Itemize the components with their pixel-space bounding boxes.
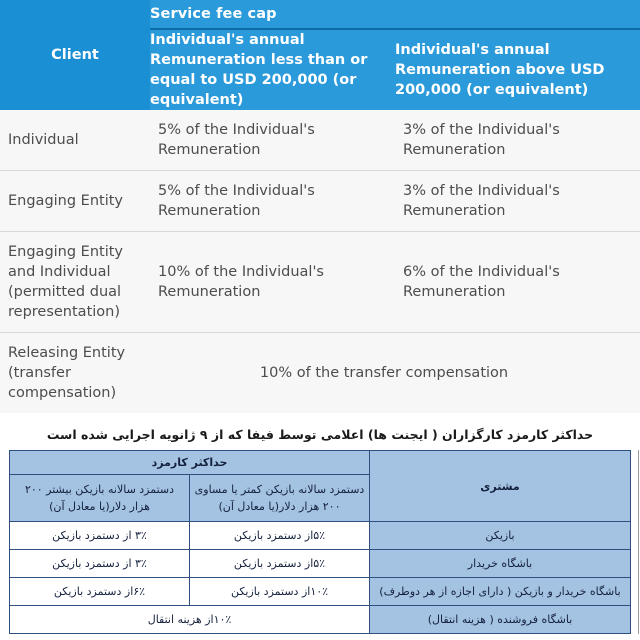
fa-cell-client: باشگاه خریدار xyxy=(370,550,631,578)
fifa-cell-low: 10% of the Individual's Remuneration xyxy=(150,232,395,333)
table-row xyxy=(10,578,631,606)
table-row xyxy=(10,606,631,634)
fifa-cell-client: Releasing Entity (transfer compensation) xyxy=(0,333,150,414)
fifa-header-col-high: Individual's annual Remuneration above USD 200,000 (or equivalent) xyxy=(395,29,640,110)
persian-table-wrapper xyxy=(0,450,640,634)
fifa-cell-spanned-value: 10% of the transfer compensation xyxy=(150,333,640,414)
fa-cell-low: ۵٪از دستمزد بازیکن xyxy=(190,550,370,578)
right-margin-rule xyxy=(638,450,639,634)
fa-cell-client: باشگاه فروشنده ( هزینه انتقال) xyxy=(370,606,631,634)
fifa-cell-low: 5% of the Individual's Remuneration xyxy=(150,110,395,171)
fa-cell-high: ۳٪ از دستمزد بازیکن xyxy=(10,522,190,550)
fa-cell-low: ۵٪از دستمزد بازیکن xyxy=(190,522,370,550)
fa-header-client-label: مشتری xyxy=(370,451,631,522)
fifa-cell-client: Individual xyxy=(0,110,150,171)
table-row xyxy=(0,110,640,171)
fa-header-col-high: دستمزد سالانه بازیکن بیشتر ۲۰۰ هزار دلار(یا معادل آن) xyxy=(10,475,190,522)
table-row xyxy=(10,550,631,578)
fa-cell-high: ۶٪از دستمزد بازیکن xyxy=(10,578,190,606)
fa-cell-client: بازیکن xyxy=(370,522,631,550)
table-row xyxy=(0,333,640,414)
fifa-cell-client: Engaging Entity xyxy=(0,171,150,232)
fifa-header-col-low: Individual's annual Remuneration less than or equal to USD 200,000 (or equivalent) xyxy=(150,29,395,110)
fa-cell-client: باشگاه خریدار و بازیکن ( دارای اجازه از هر دوطرف) xyxy=(370,578,631,606)
fifa-cell-client: Engaging Entity and Individual (permitted dual representation) xyxy=(0,232,150,333)
fa-cell-high: ۳٪ از دستمزد بازیکن xyxy=(10,550,190,578)
fifa-cell-high: 6% of the Individual's Remuneration xyxy=(395,232,640,333)
table-row xyxy=(0,232,640,333)
fa-header-row-top xyxy=(10,451,631,475)
fifa-cell-low: 5% of the Individual's Remuneration xyxy=(150,171,395,232)
fifa-header-row-top xyxy=(0,0,640,29)
table-row xyxy=(0,171,640,232)
fifa-cell-high: 3% of the Individual's Remuneration xyxy=(395,171,640,232)
fifa-cell-high: 3% of the Individual's Remuneration xyxy=(395,110,640,171)
fifa-header-client-label: Client xyxy=(0,47,150,63)
fa-cell-spanned-value: ۱۰٪از هزینه انتقال xyxy=(10,606,370,634)
fifa-header-client-cell xyxy=(0,0,150,110)
fa-cell-low: ۱۰٪از دستمزد بازیکن xyxy=(190,578,370,606)
fa-header-fee-cap: حداکثر کارمزد xyxy=(10,451,370,475)
persian-caption: حداکثر کارمزد کارگزاران ( ایجنت ها) اعلامی توسط فیفا که از ۹ ژانویه اجرایی شده است xyxy=(46,427,594,442)
persian-fee-table xyxy=(9,450,631,634)
fifa-header-service-fee-cap: Service fee cap xyxy=(150,0,640,29)
table-row xyxy=(10,522,631,550)
fa-header-col-low: دستمزد سالانه بازیکن کمتر یا مساوی ۲۰۰ هزار دلار(یا معادل آن) xyxy=(190,475,370,522)
